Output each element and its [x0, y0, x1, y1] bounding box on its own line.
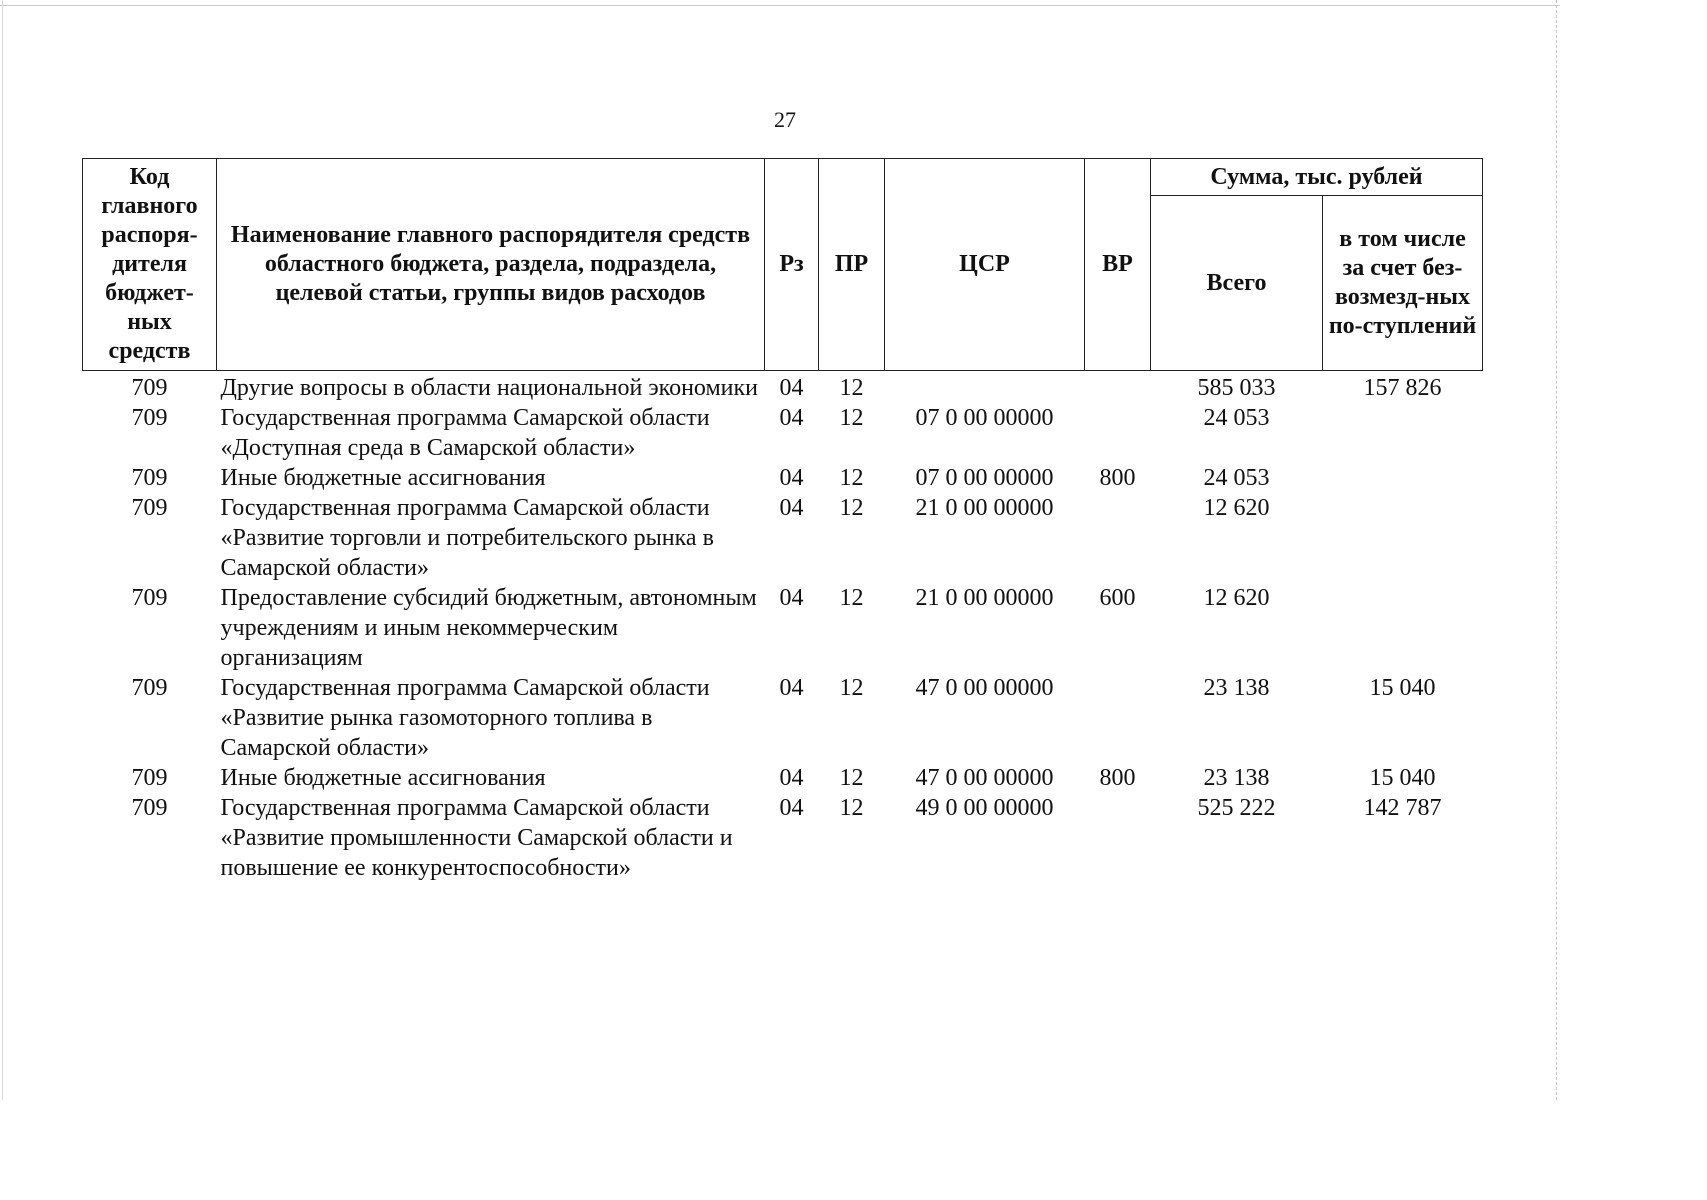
cell-code: 709: [131, 465, 168, 491]
cell-name: Иные бюджетные ассигнования: [220, 465, 546, 491]
cell-vr: 800: [1099, 465, 1136, 491]
page-number: 27: [774, 107, 796, 132]
cell-code: 709: [131, 795, 168, 821]
cell-vr: [1085, 493, 1151, 583]
header-pr: ПР: [819, 159, 885, 371]
cell-rz: 04: [779, 765, 804, 791]
cell-free: 157 826: [1363, 375, 1442, 401]
cell-vr: [1085, 371, 1151, 404]
header-free: в том числе за счет без-возмезд-ных по-ступлений: [1323, 196, 1483, 371]
table-row: [83, 793, 1483, 883]
header-total: Всего: [1151, 196, 1323, 371]
cell-rz: 04: [779, 405, 804, 431]
header-csr: ЦСР: [885, 159, 1085, 371]
cell-total: 12 620: [1203, 495, 1270, 521]
cell-total: 23 138: [1203, 675, 1270, 701]
cell-pr: 12: [839, 465, 864, 491]
cell-total: 23 138: [1203, 765, 1270, 791]
cell-vr: [1085, 673, 1151, 763]
cell-pr: 12: [839, 495, 864, 521]
cell-name: Другие вопросы в области национальной экономики: [220, 375, 759, 401]
cell-code: 709: [131, 675, 168, 701]
cell-rz: 04: [779, 465, 804, 491]
cell-free: [1323, 463, 1483, 493]
cell-name: Предоставление субсидий бюджетным, автономным учреждениям и иным некоммерческим организациям: [220, 585, 757, 671]
cell-pr: 12: [839, 375, 864, 401]
table-row: [83, 673, 1483, 763]
table-row: [83, 493, 1483, 583]
table-row: [83, 403, 1483, 463]
cell-code: 709: [131, 765, 168, 791]
cell-csr: 07 0 00 00000: [915, 405, 1054, 431]
header-sum: Сумма, тыс. рублей: [1151, 159, 1483, 196]
cell-csr: 49 0 00 00000: [915, 795, 1054, 821]
cell-pr: 12: [839, 765, 864, 791]
cell-pr: 12: [839, 675, 864, 701]
cell-vr: 600: [1099, 585, 1136, 611]
header-vr: ВР: [1085, 159, 1151, 371]
cell-rz: 04: [779, 585, 804, 611]
table-body: [83, 371, 1483, 884]
cell-free: [1323, 403, 1483, 463]
table-row: [83, 371, 1483, 404]
cell-free: 142 787: [1363, 795, 1442, 821]
cell-csr: 07 0 00 00000: [915, 465, 1054, 491]
scan-edge-top: [0, 5, 1560, 6]
table-row: [83, 583, 1483, 673]
cell-rz: 04: [779, 675, 804, 701]
cell-total: 24 053: [1203, 405, 1270, 431]
cell-csr: 21 0 00 00000: [915, 585, 1054, 611]
cell-free: [1323, 493, 1483, 583]
header-name: Наименование главного распорядителя средств областного бюджета, раздела, подраздела, целевой статьи, группы видов расходов: [217, 159, 765, 371]
cell-free: [1323, 583, 1483, 673]
scan-edge-left: [2, 0, 3, 1100]
cell-rz: 04: [779, 495, 804, 521]
cell-total: 585 033: [1197, 375, 1276, 401]
cell-total: 24 053: [1203, 465, 1270, 491]
cell-csr: 21 0 00 00000: [915, 495, 1054, 521]
budget-table: [82, 158, 1483, 883]
cell-rz: 04: [779, 375, 804, 401]
cell-code: 709: [131, 585, 168, 611]
cell-vr: 800: [1099, 765, 1136, 791]
cell-csr: 47 0 00 00000: [915, 765, 1054, 791]
cell-csr: 47 0 00 00000: [915, 675, 1054, 701]
table-row: [83, 763, 1483, 793]
cell-pr: 12: [839, 585, 864, 611]
table-row: [83, 463, 1483, 493]
cell-code: 709: [131, 375, 168, 401]
cell-free: 15 040: [1369, 765, 1436, 791]
cell-free: 15 040: [1369, 675, 1436, 701]
scan-edge-right: [1556, 0, 1557, 1100]
cell-code: 709: [131, 495, 168, 521]
cell-csr: [885, 371, 1085, 404]
cell-name: Государственная программа Самарской области «Развитие промышленности Самарской области и повышение ее конкурентоспособности»: [220, 795, 733, 881]
header-rz: Рз: [765, 159, 819, 371]
header-code: Код главного распоря-дителя бюджет-ных средств: [83, 159, 217, 371]
cell-code: 709: [131, 405, 168, 431]
cell-pr: 12: [839, 795, 864, 821]
cell-name: Иные бюджетные ассигнования: [220, 765, 546, 791]
cell-total: 525 222: [1197, 795, 1276, 821]
cell-pr: 12: [839, 405, 864, 431]
cell-total: 12 620: [1203, 585, 1270, 611]
cell-vr: [1085, 793, 1151, 883]
table-header: [83, 159, 1483, 371]
cell-name: Государственная программа Самарской области «Доступная среда в Самарской области»: [220, 405, 710, 461]
cell-rz: 04: [779, 795, 804, 821]
cell-vr: [1085, 403, 1151, 463]
cell-name: Государственная программа Самарской области «Развитие рынка газомоторного топлива в Самарской области»: [220, 675, 710, 761]
cell-name: Государственная программа Самарской области «Развитие торговли и потребительского рынка в Самарской области»: [220, 495, 714, 581]
